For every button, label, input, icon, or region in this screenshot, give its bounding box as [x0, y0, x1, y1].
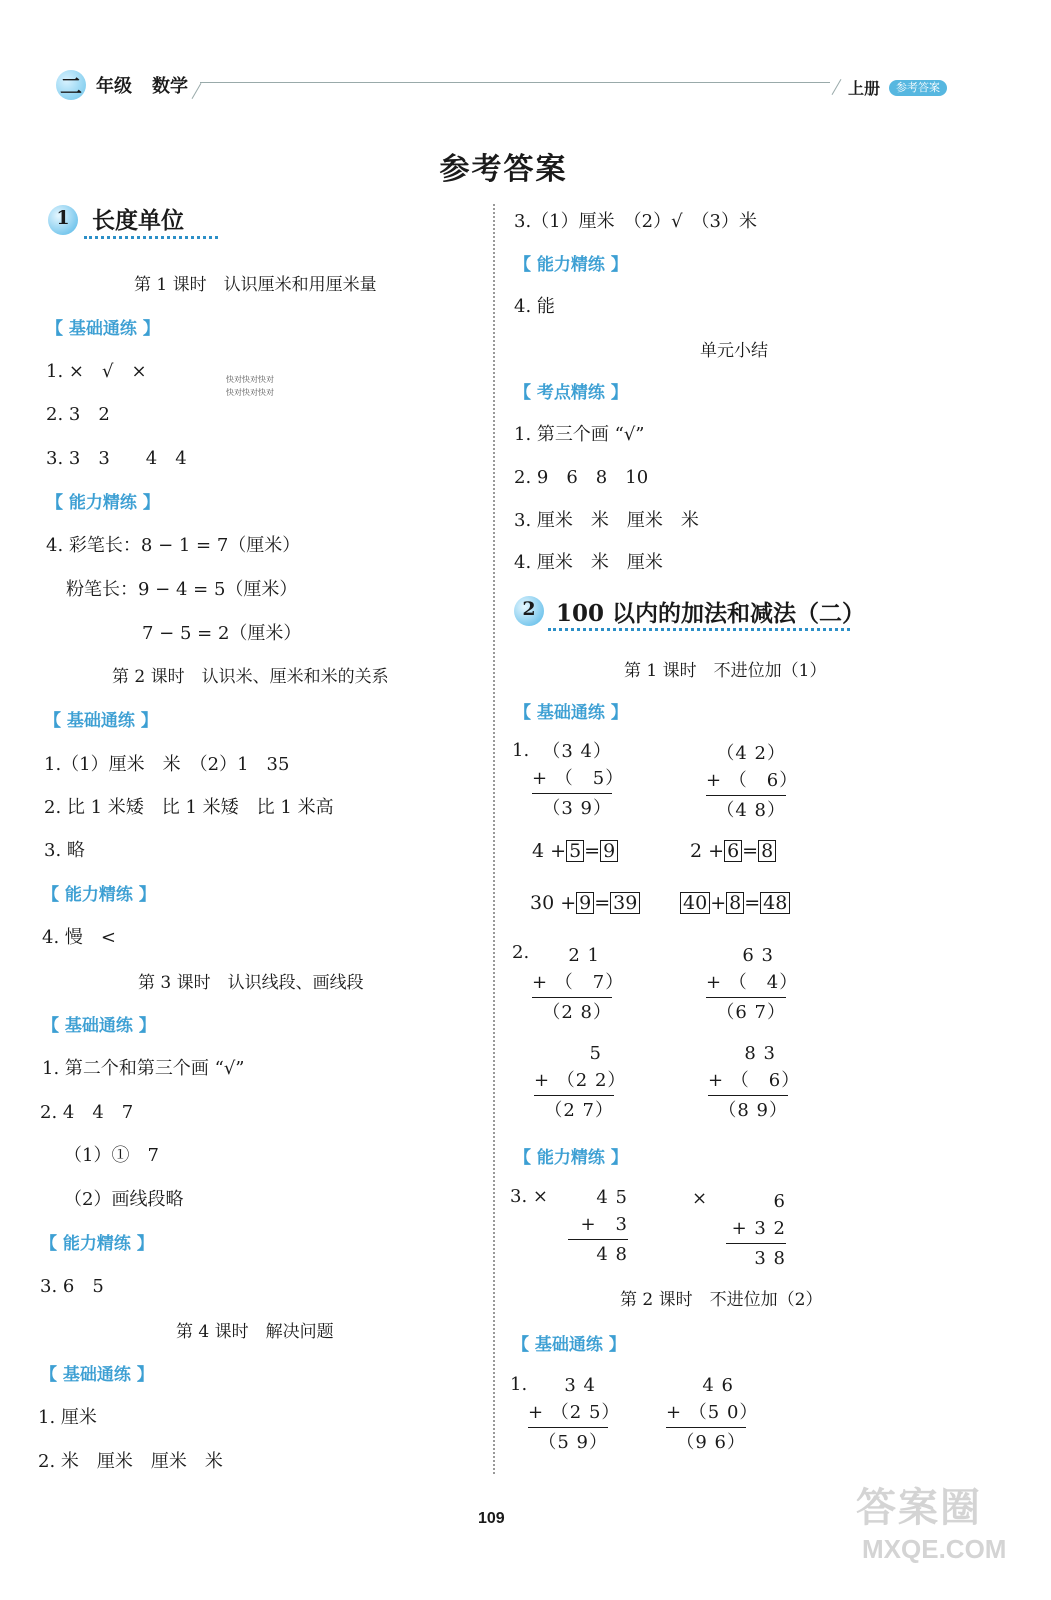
question-number: 1. [512, 740, 530, 761]
answer-line: 1. 厘米 [38, 1407, 97, 1428]
answer-line: （2）画线段略 [64, 1189, 184, 1210]
eq-text: 2 + [690, 840, 725, 862]
addend: 5 [589, 1043, 602, 1064]
addend: + 3 2 [731, 1218, 786, 1239]
wrong-mark: × [692, 1188, 708, 1209]
sum-line [726, 1243, 786, 1244]
vertical-addition [534, 1040, 627, 1124]
lesson-title: 第 1 课时 不进位加（1） [624, 661, 827, 681]
addend: + （ 5） [532, 768, 625, 789]
answer-line: 4. 能 [514, 296, 555, 317]
grade-number: 二 [59, 74, 82, 100]
answer-line: 3. 6 5 [40, 1276, 104, 1297]
addend: 8 3 [744, 1043, 776, 1064]
answer-line: 3. 厘米 米 厘米 米 [514, 510, 699, 531]
sum: （6 7） [716, 1002, 786, 1023]
fill-box-equation [532, 840, 618, 862]
watermark-logo: 答案圈 [856, 1486, 982, 1530]
unit2-number: 2 [522, 598, 536, 620]
sum-line [706, 997, 786, 998]
answer-line: 4. 慢 < [42, 927, 116, 948]
eq-text: = [744, 892, 761, 914]
section-label-basic: 【 基础通练 】 [514, 703, 628, 723]
answer-line: 2. 米 厘米 厘米 米 [38, 1451, 223, 1472]
sum-line [568, 1239, 628, 1240]
answer-line: 2. 9 6 8 10 [514, 467, 649, 488]
answer-line: 3. 略 [44, 840, 85, 861]
section-label-ability: 【 能力精练 】 [514, 1148, 628, 1168]
summary-title: 单元小结 [700, 341, 768, 361]
vertical-addition [532, 942, 625, 1026]
column-divider [493, 204, 495, 1474]
answer-line: （1）① 7 [64, 1145, 159, 1166]
addend: 6 [773, 1191, 786, 1212]
unit1-title: 长度单位 [92, 207, 184, 234]
sum-line [666, 1427, 746, 1428]
page-number: 109 [478, 1510, 505, 1527]
answer-badge: 参考答案 [889, 80, 947, 96]
section-label-ability: 【 能力精练 】 [514, 255, 628, 275]
addend: （4 2） [716, 743, 786, 764]
scribble-text: 快对快对快对 [226, 388, 274, 397]
answer-line: 粉笔长：9 − 4 = 5（厘米） [66, 579, 298, 600]
subject-label: 数学 [152, 76, 188, 96]
vertical-addition [706, 740, 799, 824]
addend: + 3 [580, 1214, 628, 1235]
page-title: 参考答案 [439, 153, 568, 186]
answer-line: 3.（1）厘米 （2）√ （3）米 [514, 211, 757, 232]
sum: 3 8 [754, 1248, 786, 1269]
watermark-url: MXQE.COM [862, 1534, 1007, 1564]
addend: 3 4 [564, 1375, 596, 1396]
addend: （3 4） [542, 741, 612, 762]
addend: 4 6 [702, 1375, 734, 1396]
header-divider-right [832, 79, 842, 95]
fill-box-equation [680, 892, 790, 914]
unit1-number: 1 [56, 207, 70, 229]
eq-text: = [584, 840, 601, 862]
eq-text: = [594, 892, 611, 914]
grade-label: 年级 [96, 76, 132, 96]
addend: 2 1 [568, 945, 600, 966]
volume-label: 上册 [848, 81, 881, 98]
answer-line: 4. 彩笔长：8 − 1 = 7（厘米） [46, 535, 301, 556]
header-divider-left [192, 83, 202, 99]
question-number: 3. × [510, 1186, 548, 1207]
sum: （3 9） [542, 798, 612, 819]
sum-line [706, 795, 786, 796]
unit2-title: 100 以内的加法和减法（二） [556, 600, 866, 627]
answer-box: 40 [680, 892, 710, 914]
addend: + （ 4） [706, 972, 799, 993]
section-label-basic: 【 基础通练 】 [46, 319, 160, 339]
sum-line [528, 1427, 608, 1428]
fill-box-equation [530, 892, 640, 914]
section-label-ability: 【 能力精练 】 [46, 493, 160, 513]
answer-box: 48 [760, 892, 790, 914]
eq-text: + [710, 892, 727, 914]
vertical-addition [706, 1188, 786, 1272]
fill-box-equation [690, 840, 776, 862]
eq-text: = [742, 840, 759, 862]
header-rule [200, 82, 830, 83]
answer-line: 1.（1）厘米 米 （2）1 35 [44, 754, 290, 775]
vertical-addition [528, 1372, 621, 1456]
addend: + （2 2） [534, 1070, 627, 1091]
vertical-addition [666, 1372, 759, 1456]
eq-text: 30 + [530, 892, 577, 914]
vertical-addition [548, 1184, 628, 1268]
answer-line: 2. 3 2 [46, 404, 110, 425]
lesson-title: 第 1 课时 认识厘米和用厘米量 [134, 275, 377, 295]
scribble-text: 快对快对快对 [226, 375, 274, 384]
addend: + （2 5） [528, 1402, 621, 1423]
sum-line [708, 1095, 788, 1096]
addend: 4 5 [596, 1187, 628, 1208]
answer-box: 6 [724, 840, 742, 862]
answer-line: 1. 第二个和第三个画 “√” [42, 1058, 245, 1079]
answer-box: 8 [726, 892, 744, 914]
addend: + （ 6） [706, 770, 799, 791]
section-label-basic: 【 基础通练 】 [512, 1335, 626, 1355]
addend: + （ 6） [708, 1070, 801, 1091]
answer-line: 4. 厘米 米 厘米 [514, 552, 663, 573]
section-label-ability: 【 能力精练 】 [40, 1234, 154, 1254]
addend: + （5 0） [666, 1402, 759, 1423]
answer-box: 8 [758, 840, 776, 862]
lesson-title: 第 2 课时 不进位加（2） [620, 1290, 823, 1310]
lesson-title: 第 4 课时 解决问题 [176, 1322, 334, 1342]
answer-box: 9 [600, 840, 618, 862]
eq-text: 4 + [532, 840, 567, 862]
vertical-addition [706, 942, 799, 1026]
section-label-basic: 【 基础通练 】 [44, 711, 158, 731]
sum-line [534, 1095, 614, 1096]
section-label-basic: 【 基础通练 】 [42, 1016, 156, 1036]
lesson-title: 第 2 课时 认识米、厘米和米的关系 [112, 667, 389, 687]
sum-line [532, 997, 612, 998]
section-label-exam: 【 考点精练 】 [514, 383, 628, 403]
addend: 6 3 [742, 945, 774, 966]
lesson-title: 第 3 课时 认识线段、画线段 [138, 973, 364, 993]
sum: （2 8） [542, 1002, 612, 1023]
addend: + （ 7） [532, 972, 625, 993]
vertical-addition [532, 738, 625, 822]
sum: （9 6） [676, 1432, 746, 1453]
answer-line: 2. 4 4 7 [40, 1102, 134, 1123]
unit1-title-underline [84, 236, 218, 239]
question-number: 1. [510, 1374, 528, 1395]
answer-box: 39 [610, 892, 640, 914]
answer-line: 7 − 5 = 2（厘米） [142, 623, 302, 644]
sum: （5 9） [538, 1432, 608, 1453]
answer-box: 9 [576, 892, 594, 914]
question-number: 2. [512, 942, 530, 963]
sum: 4 8 [596, 1244, 628, 1265]
vertical-addition [708, 1040, 801, 1124]
section-label-basic: 【 基础通练 】 [40, 1365, 154, 1385]
section-label-ability: 【 能力精练 】 [42, 885, 156, 905]
answer-line: 1. × √ × [46, 361, 147, 382]
unit2-title-underline [548, 628, 850, 631]
sum: （8 9） [718, 1100, 788, 1121]
answer-line: 1. 第三个画 “√” [514, 424, 645, 445]
sum: （4 8） [716, 800, 786, 821]
answer-line: 3. 3 3 4 4 [46, 448, 187, 469]
sum-line [532, 793, 612, 794]
answer-line: 2. 比 1 米矮 比 1 米矮 比 1 米高 [44, 797, 334, 818]
sum: （2 7） [544, 1100, 614, 1121]
answer-box: 5 [566, 840, 584, 862]
